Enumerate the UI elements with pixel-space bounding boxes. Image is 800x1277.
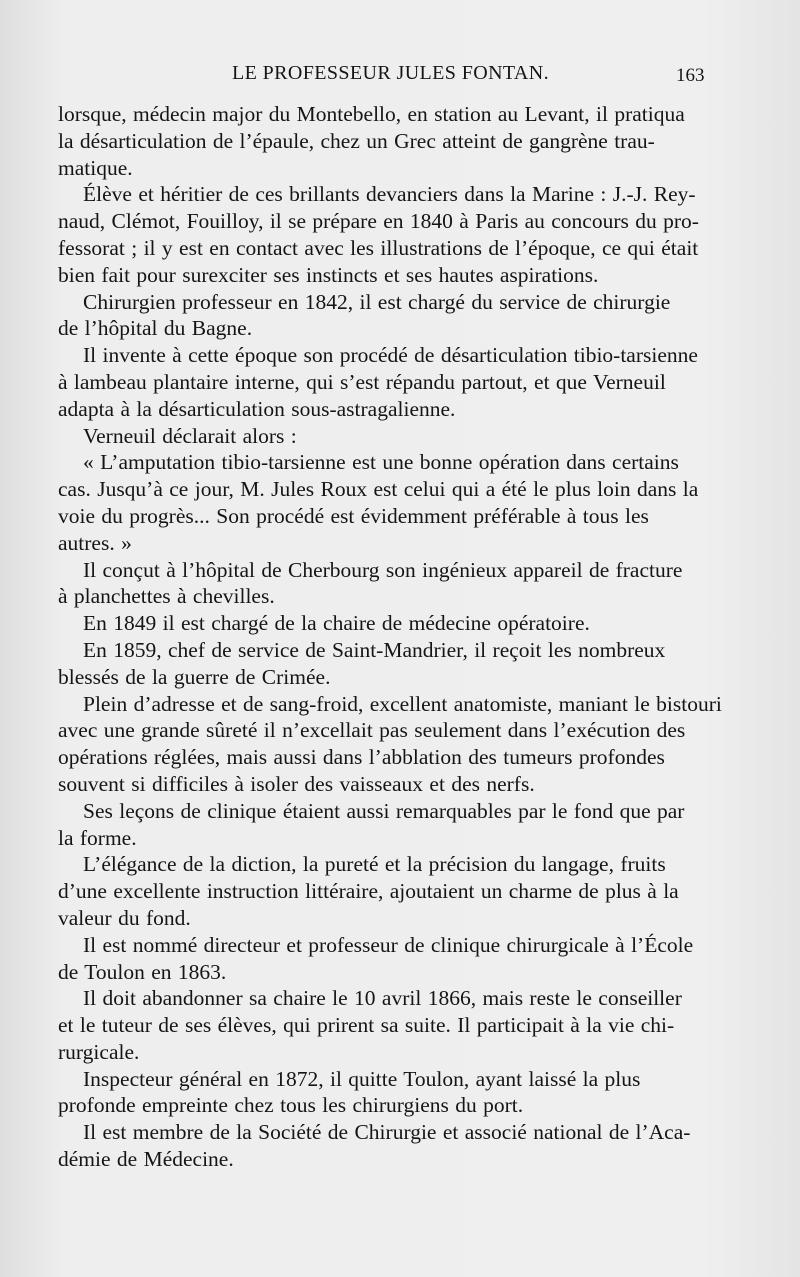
paragraph-13: Il est nommé directeur et professeur de clinique chirurgicale à l’École de Toulon en 1863.	[58, 932, 694, 984]
paragraph-9: En 1859, chef de service de Saint-Mandrier, il reçoit les nombreux blessés de la guerre de Crimée.	[58, 637, 666, 689]
paragraph-14: Il doit abandonner sa chaire le 10 avril 1866, mais reste le conseiller et le tuteur de ses élèves, qui prirent sa suite. Il participait à la vie chi- rurgicale.	[58, 986, 682, 1064]
paragraph-12: L’élégance de la diction, la pureté et la précision du langage, fruits d’une excellente instruction littéraire, ajoutaient un charme de plus à la valeur du fond.	[58, 852, 679, 930]
page-number: 163	[676, 65, 705, 86]
paragraph-8: En 1849 il est chargé de la chaire de médecine opératoire.	[83, 611, 590, 636]
paragraph-3: Chirurgien professeur en 1842, il est chargé du service de chirurgie de l’hôpital du Bagne.	[58, 289, 671, 341]
page-header	[0, 62, 800, 90]
paragraph-16: Il est membre de la Société de Chirurgie et associé national de l’Aca- démie de Médecine.	[58, 1120, 691, 1172]
paragraph-7: Il conçut à l’hôpital de Cherbourg son ingénieux appareil de fracture à planchettes à chevilles.	[58, 557, 683, 609]
paragraph-1: lorsque, médecin major du Montebello, en station au Levant, il pratiqua la désarticulation de l’épaule, chez un Grec atteint de gangrène trau- matique.	[58, 102, 685, 180]
body-text	[58, 101, 748, 1173]
paragraph-11: Ses leçons de clinique étaient aussi remarquables par le fond que par la forme.	[58, 798, 685, 850]
quotation-paragraph: « L’amputation tibio-tarsienne est une bonne opération dans certains cas. Jusqu’à ce jour, M. Jules Roux est celui qui a été le plus loin dans la voie du progrès... Son procédé est évidemment préférable à tous les autres. »	[58, 450, 699, 555]
paragraph-10: Plein d’adresse et de sang-froid, excellent anatomiste, maniant le bistouri avec une grande sûreté il n’excellait pas seulement dans l’exécution des opérations réglées, mais aussi dans l’abblation des tumeurs profondes souvent si difficiles à isoler des vaisseaux et des nerfs.	[58, 691, 722, 796]
paragraph-2: Élève et héritier de ces brillants devanciers dans la Marine : J.-J. Rey- naud, Clémot, Fouilloy, il se prépare en 1840 à Paris au concours du pro- fessorat ; il y est en contact avec les illustrations de l’époque, ce qui était bien fait pour surexciter ses instincts et ses hautes aspirations.	[58, 182, 699, 287]
running-title: LE PROFESSEUR JULES FONTAN.	[232, 62, 550, 84]
paragraph-5: Verneuil déclarait alors :	[83, 423, 297, 448]
paragraph-4: Il invente à cette époque son procédé de désarticulation tibio-tarsienne à lambeau plantaire interne, qui s’est répandu partout, et que Verneuil adapta à la désarticulation sous-astragalienne.	[58, 343, 698, 421]
paragraph-15: Inspecteur général en 1872, il quitte Toulon, ayant laissé la plus profonde empreinte chez tous les chirurgiens du port.	[58, 1066, 641, 1118]
